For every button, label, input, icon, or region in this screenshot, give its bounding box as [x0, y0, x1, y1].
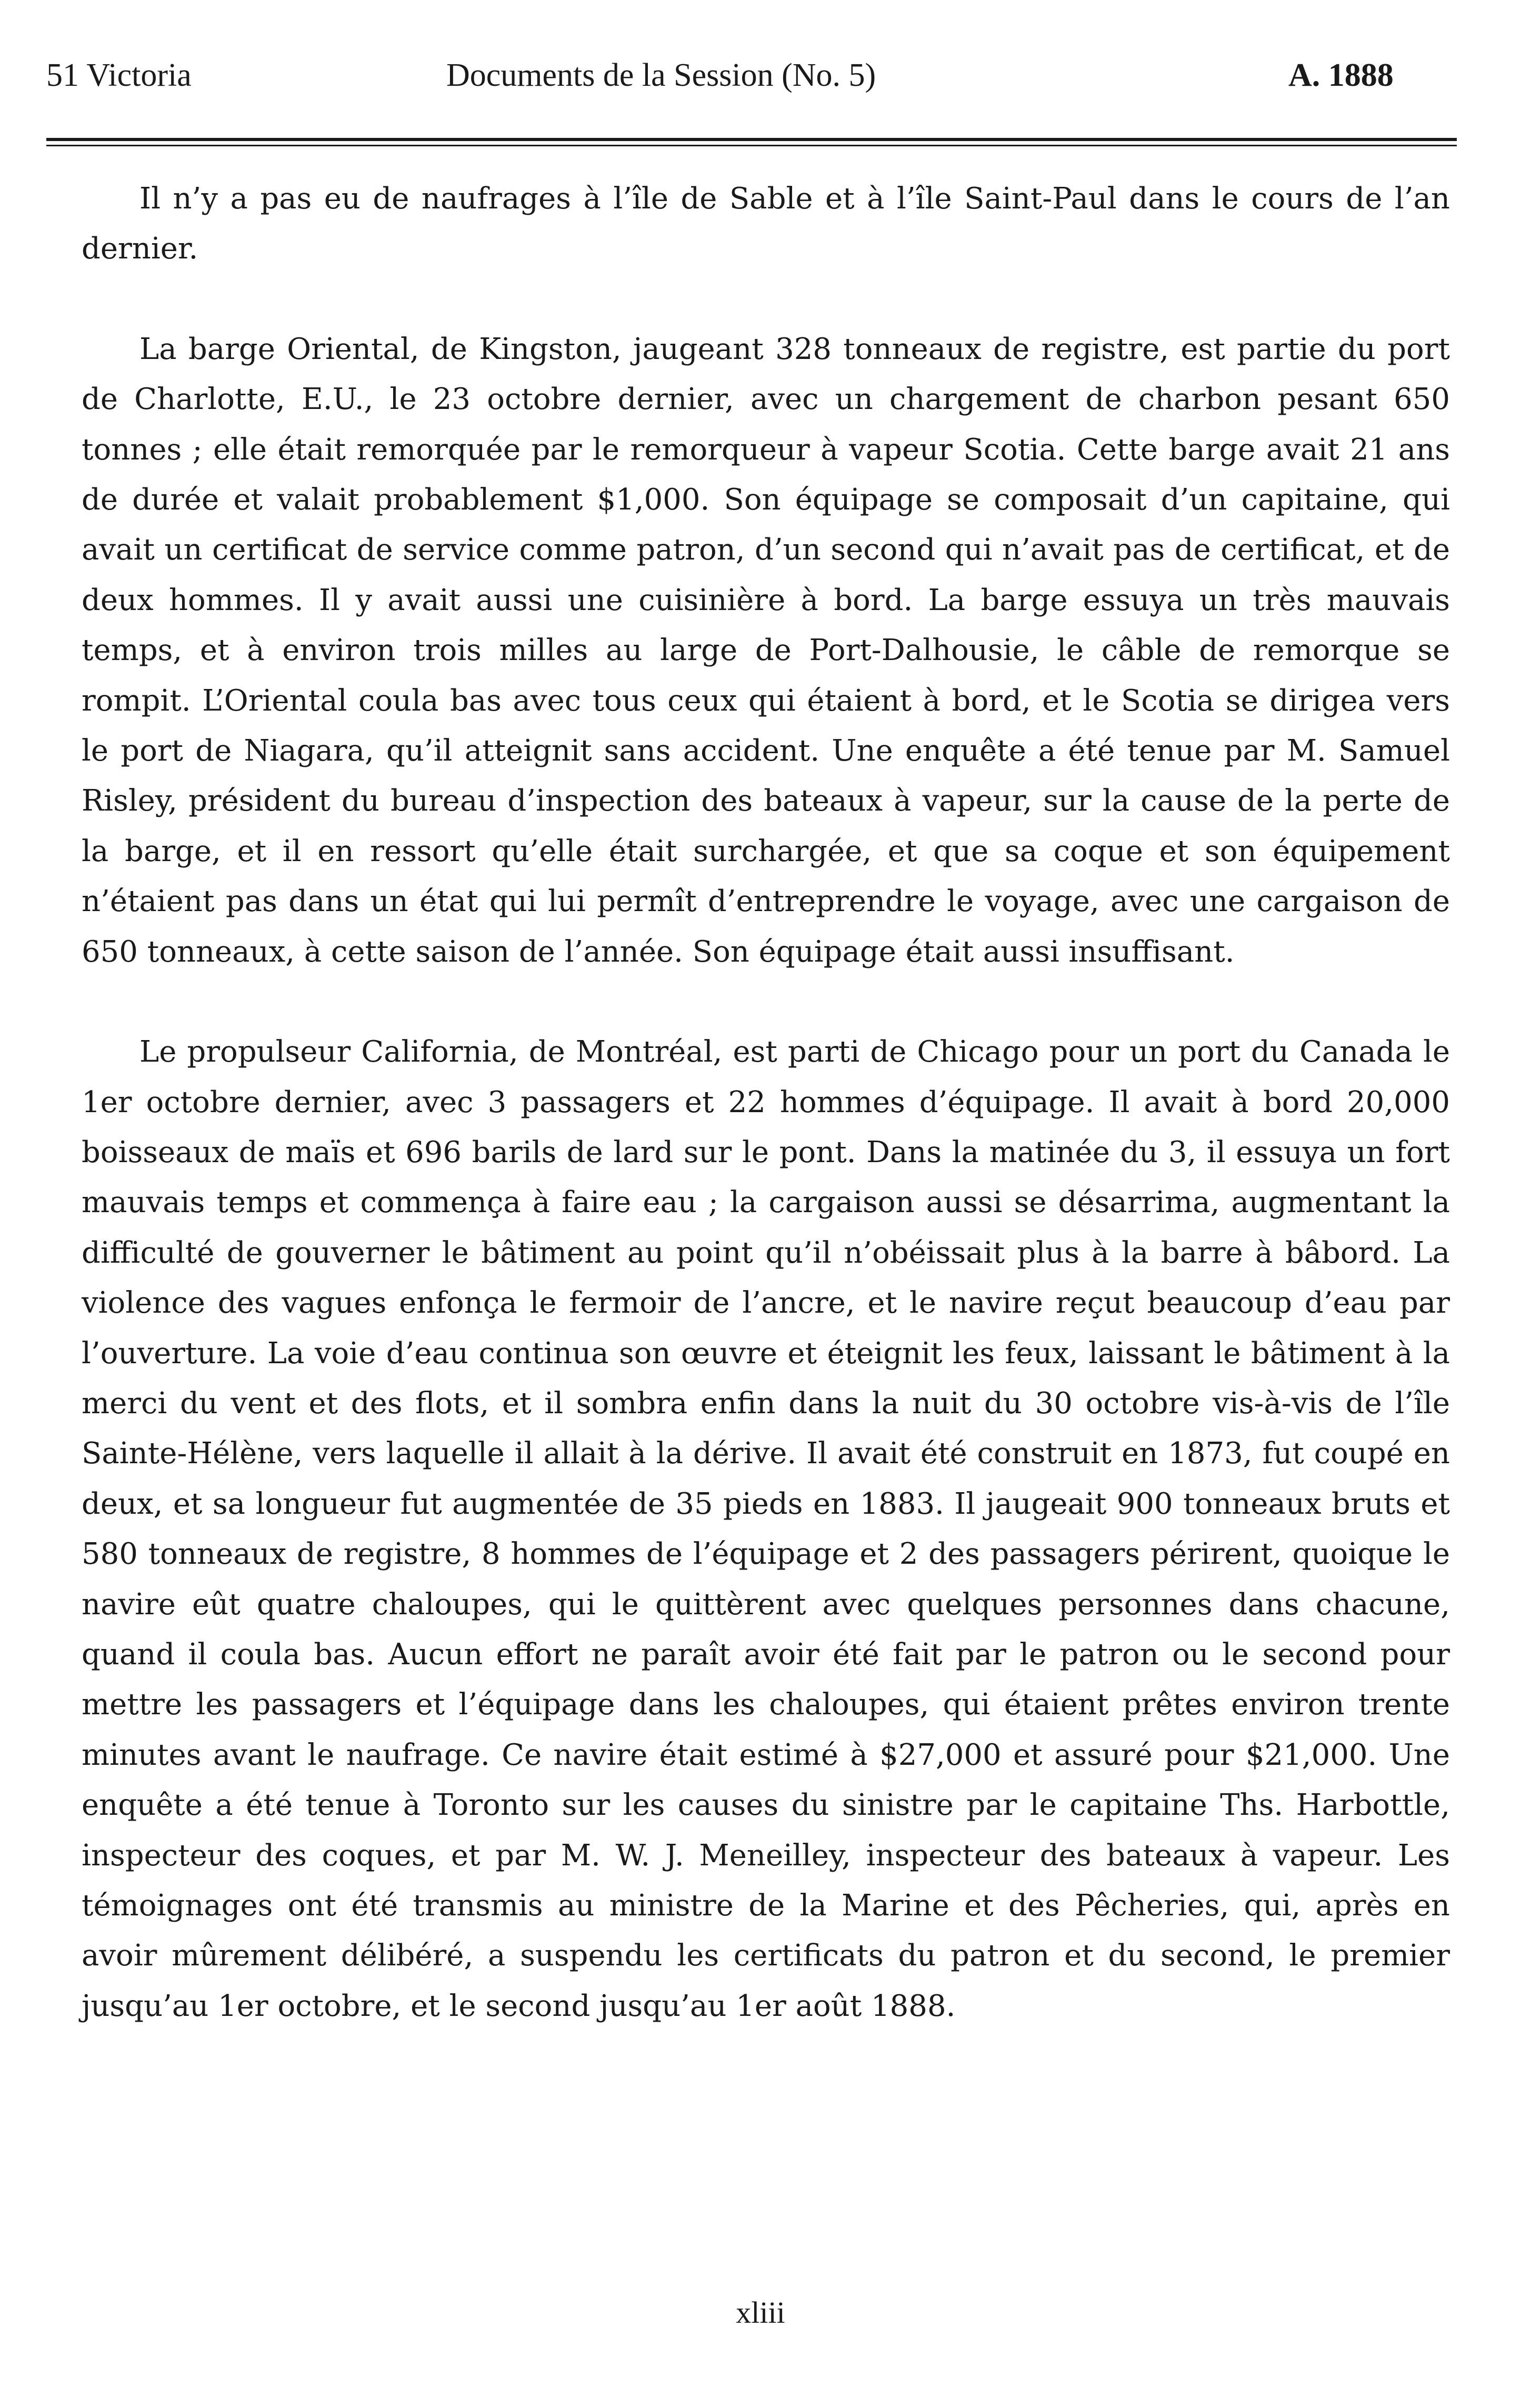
- paragraph-shipwrecks-islands: Il n’y a pas eu de naufrages à l’île de Sable et à l’île Saint-Paul dans le cours de l’an dernier.: [82, 182, 1450, 266]
- running-header: [46, 57, 1457, 104]
- header-volume: 51 Victoria: [46, 57, 192, 93]
- paragraph-propeller-california: Le propulseur California, de Montréal, est parti de Chicago pour un port du Canada le 1er octobre dernier, avec 3 passagers et 22 hommes d’équipage. Il avait à bord 20,000 boisseaux de maïs et 696 barils de lard sur le pont. Dans la matinée du 3, il essuya un fort mauvais temps et commença à faire eau ; la cargaison aussi se désarrima, augmentant la difficulté de gouverner le bâtiment au point qu’il n’obéissait plus à la barre à bâbord. La violence des vagues enfonça le fermoir de l’ancre, et le navire reçut beaucoup d’eau par l’ouverture. La voie d’eau continua son œuvre et éteignit les feux, laissant le bâtiment à la merci du vent et des flots, et il sombra enfin dans la nuit du 30 octobre vis-à-vis de l’île Sainte-Hélène, vers laquelle il allait à la dérive. Il avait été construit en 1873, fut coupé en deux, et sa longueur fut augmentée de 35 pieds en 1883. Il jaugeait 900 tonneaux bruts et 580 tonneaux de registre, 8 hommes de l’équipage et 2 des passagers périrent, quoique le navire eût quatre chaloupes, qui le quittèrent avec quelques personnes dans chacune, quand il coula bas. Aucun effort ne paraît avoir été fait par le patron ou le second pour mettre les passagers et l’équipage dans les chaloupes, qui étaient prêtes environ trente minutes avant le naufrage. Ce navire était estimé à $27,000 et assuré pour $21,000. Une enquête a été tenue à Toronto sur les causes du sinistre par le capitaine Ths. Harbottle, inspecteur des coques, et par M. W. J. Meneilley, inspecteur des bateaux à vapeur. Les témoignages ont été transmis au ministre de la Marine et des Pêcheries, qui, après en avoir mûrement délibéré, a suspendu les certificats du patron et du second, le premier jusqu’au 1er octobre, et le second jusqu’au 1er août 1888.: [82, 1035, 1450, 2023]
- body-text: [82, 174, 1450, 2031]
- paragraph-barge-oriental: La barge Oriental, de Kingston, jaugeant 328 tonneaux de registre, est partie du port de Charlotte, E.U., le 23 octobre dernier, avec un chargement de charbon pesant 650 tonnes ; elle était remorquée par le remorqueur à vapeur Scotia. Cette barge avait 21 ans de durée et valait probablement $1,000. Son équipage se composait d’un capitaine, qui avait un certificat de service comme patron, d’un second qui n’avait pas de certificat, et de deux hommes. Il y avait aussi une cuisinière à bord. La barge essuya un très mauvais temps, et à environ trois milles au large de Port-Dalhousie, le câble de remorque se rompit. L’Oriental coula bas avec tous ceux qui étaient à bord, et le Scotia se dirigea vers le port de Niagara, qu’il atteignit sans accident. Une enquête a été tenue par M. Samuel Risley, président du bureau d’inspection des bateaux à vapeur, sur la cause de la perte de la barge, et il en ressort qu’elle était surchargée, et que sa coque et son équipement n’étaient pas dans un état qui lui permît d’entreprendre le voyage, avec une cargaison de 650 tonneaux, à cette saison de l’année. Son équipage était aussi insuffisant.: [82, 332, 1450, 969]
- page-number: xliii: [736, 2295, 785, 2330]
- header-rule-thin: [46, 145, 1457, 146]
- header-rule-thick: [46, 138, 1457, 141]
- header-year: A. 1888: [1288, 57, 1394, 93]
- header-title: Documents de la Session (No. 5): [446, 57, 876, 93]
